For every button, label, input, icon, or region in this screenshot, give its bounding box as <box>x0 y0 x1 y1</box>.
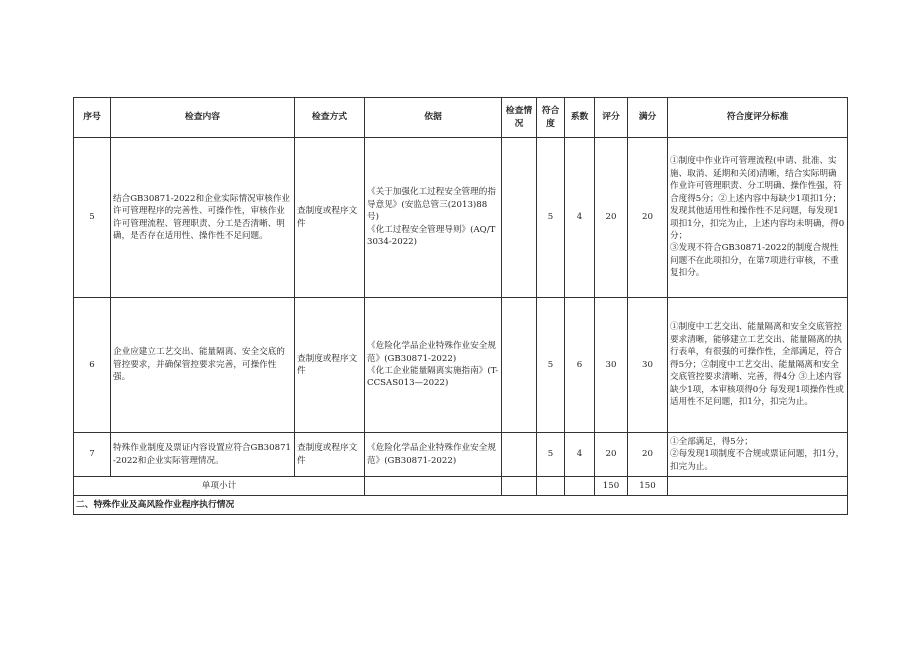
cell-method: 查制度或程序文件 <box>295 138 365 298</box>
header-standard: 符合度评分标准 <box>668 98 848 138</box>
header-row <box>74 98 848 138</box>
cell-score: 30 <box>595 298 628 433</box>
cell-situation <box>502 298 537 433</box>
subtotal-empty-situation <box>502 477 537 496</box>
cell-seq: 5 <box>74 138 111 298</box>
cell-content: 结合GB30871-2022和企业实际情况审核作业许可管理程序的完善性、可操作性，审核作业许可管理流程、管理职责、分工是否清晰、明确，是否存在适用性、操作性不足问题。 <box>111 138 295 298</box>
header-method: 检查方式 <box>295 98 365 138</box>
table-row <box>74 433 848 477</box>
inspection-table <box>73 97 848 515</box>
cell-coef: 6 <box>565 298 595 433</box>
cell-basis: 《关于加强化工过程安全管理的指导意见》(安监总管三(2013)88号) 《化工过程安全管理导则》(AQ/T3034-2022) <box>365 138 502 298</box>
cell-situation <box>502 433 537 477</box>
header-coef: 系数 <box>565 98 595 138</box>
cell-content: 企业应建立工艺交出、能量隔离、安全交底的管控要求，并确保管控要求完善，可操作性强。 <box>111 298 295 433</box>
header-full: 满分 <box>628 98 668 138</box>
header-score: 评分 <box>595 98 628 138</box>
cell-content: 特殊作业制度及票证内容设置应符合GB30871-2022和企业实际管理情况。 <box>111 433 295 477</box>
header-situation: 检查情况 <box>502 98 537 138</box>
cell-standard: ①制度中作业许可管理流程(申请、批准、实施、取消、延期和关闭)清晰，结合实际明确作业许可管理职责、分工明确、操作性强，符合度得5分；②上述内容中每缺少1项扣1分；发现其他适用性和操作性不足问题，每发现1项扣1分，扣完为止，上述内容均未明确，得0分； ③发现不符合GB30871-2022的制度合规性问题不在此项扣分，在第7项进行审核，不重复扣分。 <box>668 138 848 298</box>
subtotal-row <box>74 477 848 496</box>
header-content: 检查内容 <box>111 98 295 138</box>
subtotal-empty-coef <box>565 477 595 496</box>
cell-conformity: 5 <box>537 138 565 298</box>
cell-conformity: 5 <box>537 298 565 433</box>
table-row <box>74 138 848 298</box>
section-row <box>74 496 848 515</box>
header-conformity: 符合度 <box>537 98 565 138</box>
subtotal-full: 150 <box>628 477 668 496</box>
table-row <box>74 298 848 433</box>
cell-seq: 7 <box>74 433 111 477</box>
cell-coef: 4 <box>565 138 595 298</box>
cell-basis: 《危险化学品企业特殊作业安全规范》(GB30871-2022) <box>365 433 502 477</box>
cell-conformity: 5 <box>537 433 565 477</box>
cell-full: 20 <box>628 433 668 477</box>
subtotal-empty-standard <box>668 477 848 496</box>
cell-coef: 4 <box>565 433 595 477</box>
cell-method: 查制度或程序文件 <box>295 298 365 433</box>
cell-score: 20 <box>595 433 628 477</box>
subtotal-label: 单项小计 <box>74 477 365 496</box>
subtotal-empty-basis <box>365 477 502 496</box>
header-seq: 序号 <box>74 98 111 138</box>
cell-standard: ①全部满足，得5分； ②每发现1项制度不合规或票证问题，扣1分，扣完为止。 <box>668 433 848 477</box>
cell-standard: ①制度中工艺交出、能量隔离和安全交底管控要求清晰，能够建立工艺交出、能量隔离的执行表单，有很强的可操作性，全部满足，符合得5分；②制度中工艺交出、能量隔离和安全交底管控要求清晰、完善，得4分 ③上述内容缺少1项，本审核项得0分 每发现1项操作性或适用性不足问题，扣1分，扣完为止。 <box>668 298 848 433</box>
cell-method: 查制度或程序文件 <box>295 433 365 477</box>
subtotal-score: 150 <box>595 477 628 496</box>
cell-seq: 6 <box>74 298 111 433</box>
section-title: 二、特殊作业及高风险作业程序执行情况 <box>74 496 848 515</box>
header-basis: 依据 <box>365 98 502 138</box>
subtotal-empty-conformity <box>537 477 565 496</box>
cell-full: 30 <box>628 298 668 433</box>
cell-situation <box>502 138 537 298</box>
cell-basis: 《危险化学品企业特殊作业安全规范》(GB30871-2022) 《化工企业能量隔离实施指南》(T-CCSAS013—2022) <box>365 298 502 433</box>
cell-score: 20 <box>595 138 628 298</box>
cell-full: 20 <box>628 138 668 298</box>
